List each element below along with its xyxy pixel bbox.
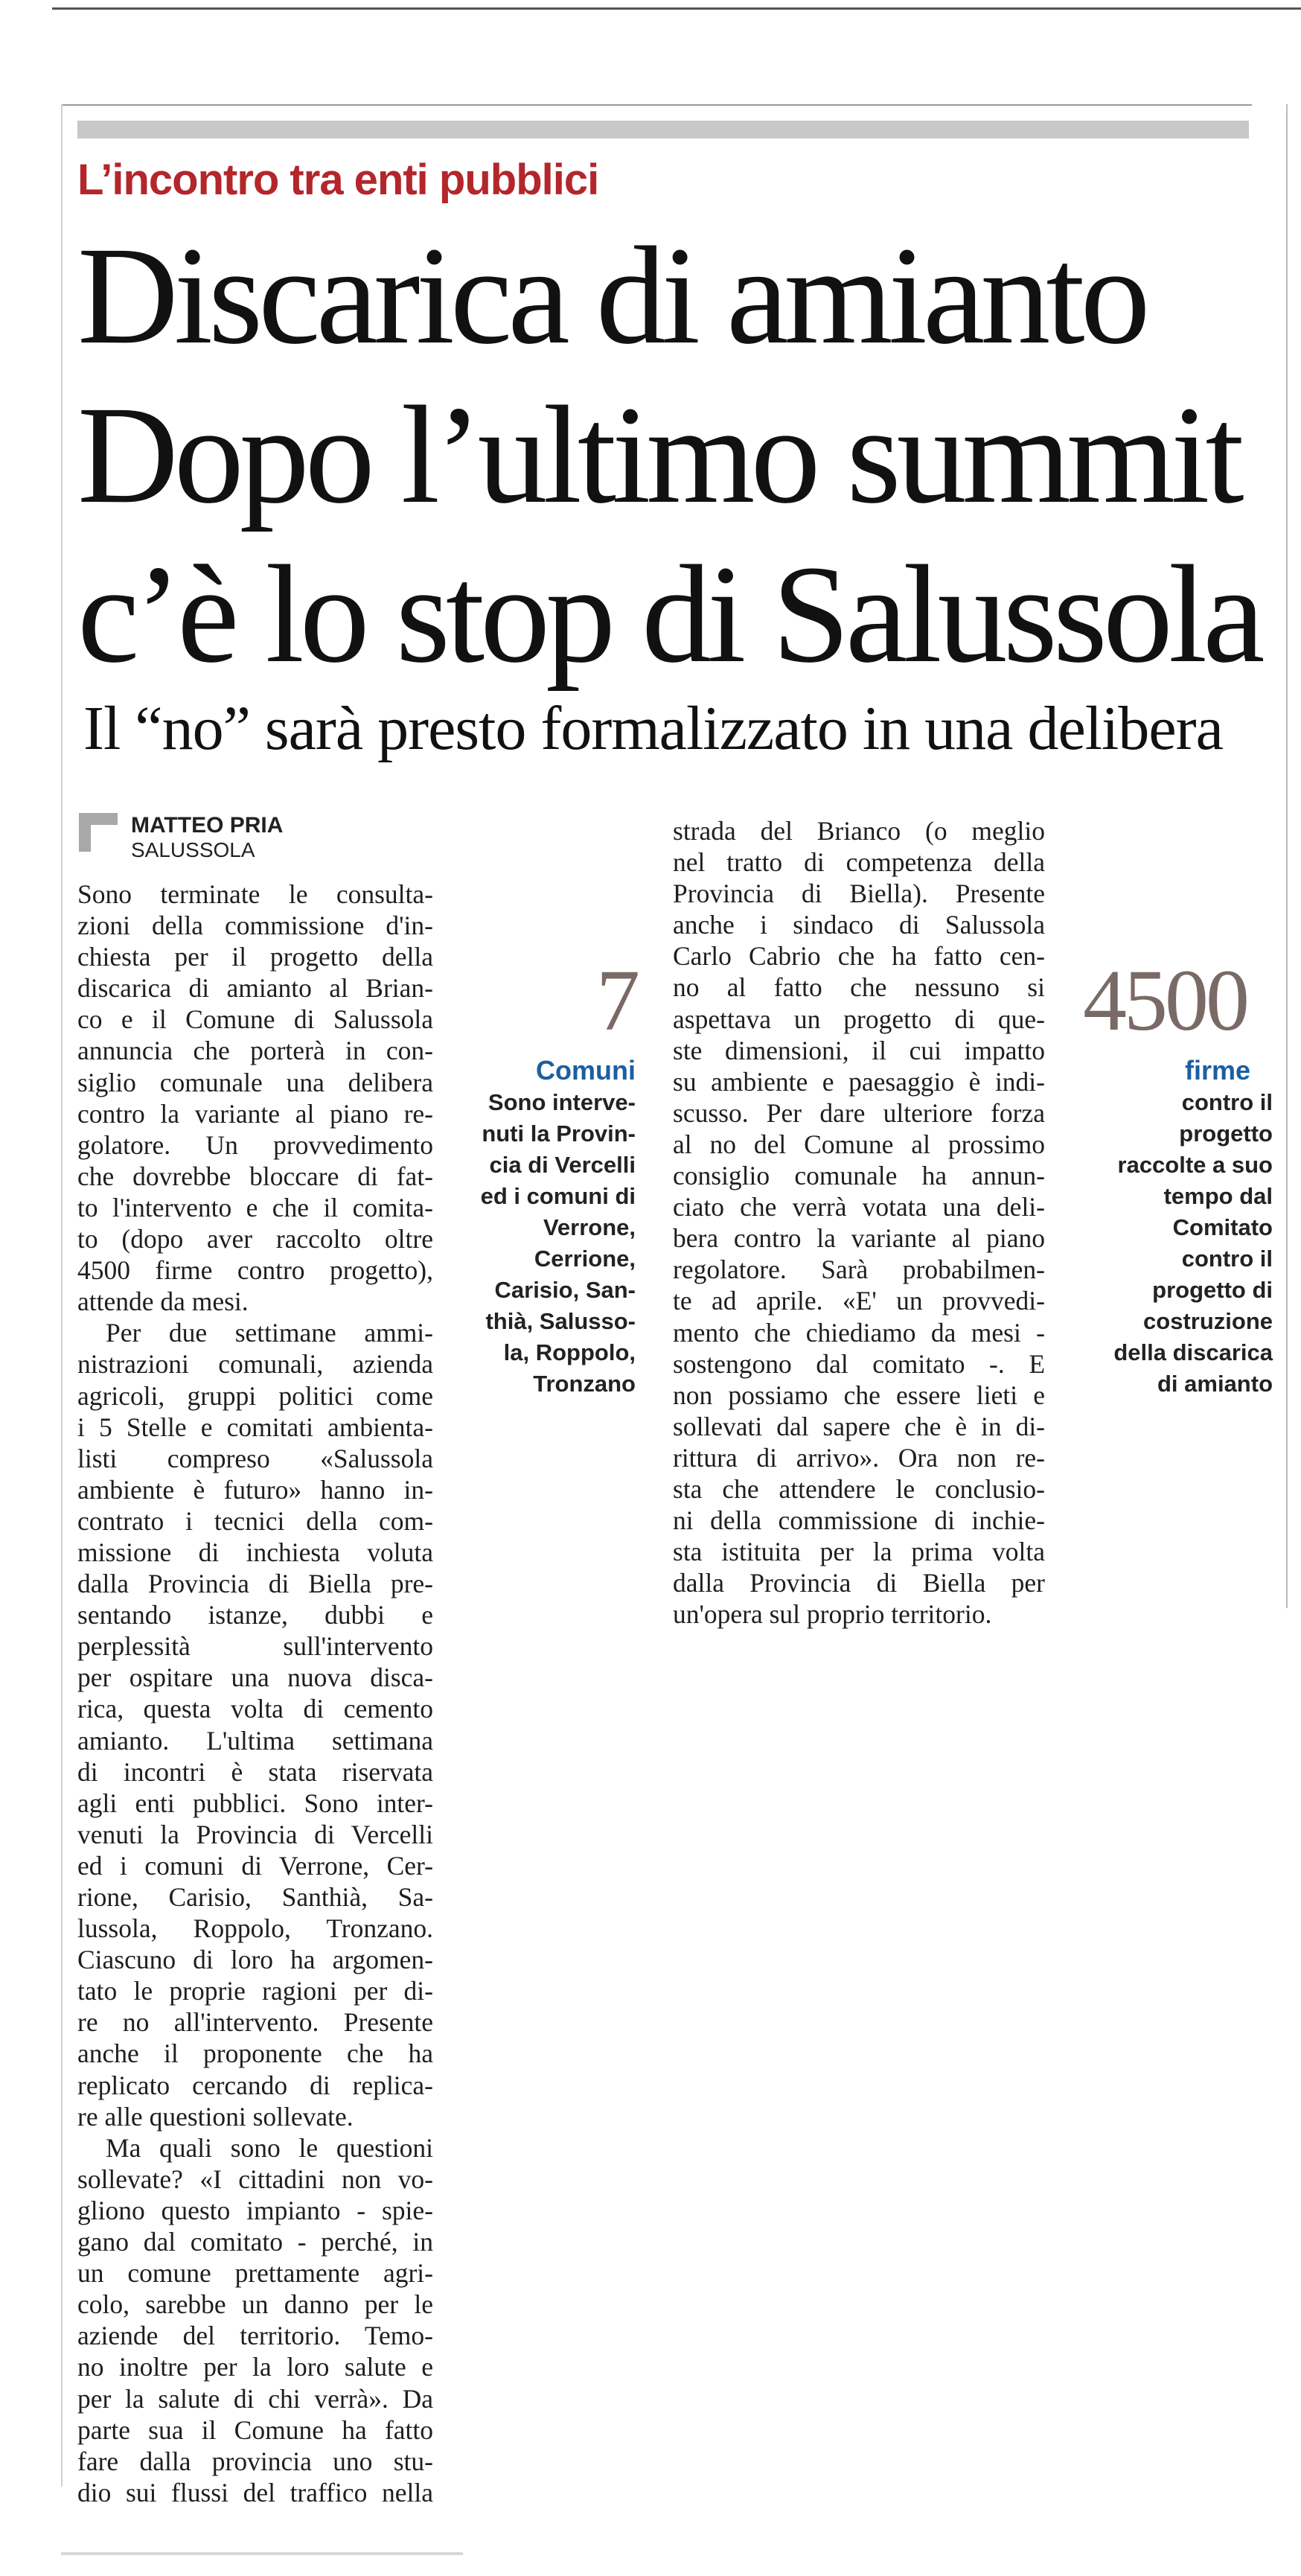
author-location: SALUSSOLA — [131, 838, 255, 861]
author-name: MATTEO PRIA — [131, 813, 284, 838]
body-line: sollevati dal sapere che è in di- — [673, 1411, 1045, 1441]
body-line: rittura di arrivo». Ora non re- — [673, 1442, 1045, 1473]
fact-line: la, Roppolo, — [503, 1339, 636, 1365]
fact-line: contro il — [1181, 1246, 1273, 1272]
body-line: re alle questioni sollevate. — [77, 2101, 354, 2132]
body-line: chiesta per il progetto della — [77, 942, 433, 972]
body-line: ambiente è futuro» hanno in- — [77, 1474, 433, 1505]
body-line: anche il proponente che ha — [77, 2038, 433, 2069]
fact-line: progetto — [1179, 1120, 1273, 1147]
headline — [77, 216, 1268, 694]
body-line: sollevate? «I cittadini non vo- — [77, 2164, 433, 2194]
fact-firme-number: 4500 — [1083, 951, 1247, 1049]
fact-line: Cerrione, — [534, 1246, 636, 1272]
body-line: contrato i tecnici della com- — [77, 1505, 433, 1536]
body-line: scusso. Per dare ulteriore forza — [673, 1097, 1045, 1128]
fact-line: contro il — [1181, 1089, 1273, 1115]
body-line: parte sua il Comune ha fatto — [77, 2414, 433, 2445]
body-line: ciato che verrà votata una deli- — [673, 1192, 1045, 1222]
body-line: rica, questa volta di cemento — [77, 1694, 433, 1724]
fact-comuni-text — [447, 1087, 636, 1400]
kicker: L’incontro tra enti pubblici — [77, 156, 599, 204]
fact-line: costruzione — [1143, 1308, 1273, 1334]
body-line: i 5 Stelle e comitati ambienta- — [77, 1412, 433, 1442]
body-line: ni della commissione di inchie- — [673, 1505, 1045, 1536]
fact-line: raccolte a suo — [1117, 1152, 1273, 1178]
body-line: Ma quali sono le questioni — [106, 2132, 433, 2163]
body-line: ste dimensioni, il cui impatto — [673, 1035, 1045, 1065]
body-line: aspettava un progetto di que- — [673, 1004, 1045, 1034]
box-left-border — [61, 104, 63, 2487]
body-line: zioni della commissione d'in- — [77, 911, 433, 941]
byline-corner-mark — [79, 813, 118, 852]
body-line: sentando istanze, dubbi e — [77, 1600, 433, 1630]
body-line: regolatore. Sarà probabilmen- — [673, 1254, 1045, 1285]
fact-line: progetto di — [1152, 1277, 1273, 1303]
body-line: strada del Brianco (o meglio — [673, 816, 1045, 846]
fact-line: della discarica — [1113, 1339, 1273, 1365]
bottom-frame-line — [61, 2552, 463, 2555]
body-line: rione, Carisio, Santhià, Sa- — [77, 1882, 433, 1912]
body-line: to (dopo aver raccolto oltre — [77, 1224, 433, 1254]
top-frame-line — [52, 7, 1301, 10]
body-line: no inoltre per la loro salute e — [77, 2352, 433, 2382]
body-line: siglio comunale una delibera — [77, 1067, 433, 1097]
body-line: contro la variante al piano re- — [77, 1098, 433, 1129]
body-line: dalla Provincia di Biella pre- — [77, 1569, 433, 1599]
body-line: nel tratto di competenza della — [673, 847, 1045, 878]
body-line: lussola, Roppolo, Tronzano. — [77, 1913, 433, 1944]
fact-line: cia di Vercelli — [489, 1152, 636, 1178]
body-line: gliono questo impianto - spie- — [77, 2195, 433, 2225]
body-line: discarica di amianto al Brian- — [77, 973, 433, 1004]
body-line: annuncia che porterà in con- — [77, 1036, 433, 1066]
body-line: no al fatto che nessuno si — [673, 972, 1045, 1003]
body-line: tato le proprie ragioni per di- — [77, 1976, 433, 2006]
body-line: per la salute di chi verrà». Da — [77, 2383, 433, 2414]
body-line: replicato cercando di replica- — [77, 2070, 433, 2100]
right-column-divider — [1286, 104, 1288, 1608]
fact-comuni-unit: Comuni — [536, 1055, 636, 1085]
body-line: ed i comuni di Verrone, Cer- — [77, 1850, 433, 1881]
body-line: Per due settimane ammi- — [106, 1318, 433, 1348]
body-line: un'opera sul proprio territorio. — [673, 1599, 992, 1630]
body-line: amianto. L'ultima settimana — [77, 1725, 433, 1756]
body-line: Carlo Cabrio che ha fatto cen- — [673, 941, 1045, 972]
headline-line-1: Discarica di amianto — [77, 217, 1146, 373]
body-column-3 — [673, 815, 1045, 1630]
body-line: colo, sarebbe un danno per le — [77, 2289, 433, 2320]
fact-line: di amianto — [1157, 1371, 1273, 1397]
body-line: su ambiente e paesaggio è indi- — [673, 1066, 1045, 1097]
headline-line-3: c’è lo stop di Salussola — [77, 536, 1261, 692]
fact-line: Comitato — [1172, 1214, 1273, 1240]
body-line: bera contro la variante al piano — [673, 1223, 1045, 1254]
body-line: mento che chiediamo da mesi - — [673, 1317, 1045, 1348]
body-line: di incontri è stata riservata — [77, 1756, 433, 1787]
fact-firme-text — [1072, 1087, 1273, 1400]
body-line: missione di inchiesta voluta — [77, 1537, 433, 1567]
body-line: anche i sindaco di Salussola — [673, 910, 1045, 940]
fact-line: nuti la Provin- — [482, 1120, 636, 1147]
body-line: gano dal comitato - perché, in — [77, 2227, 433, 2257]
body-line: te ad aprile. «E' un provvedi- — [673, 1286, 1045, 1316]
fact-line: Verrone, — [543, 1214, 636, 1240]
body-line: sostengono dal comitato -. E — [673, 1348, 1045, 1379]
body-line: Sono terminate le consulta- — [77, 879, 433, 909]
body-line: listi compreso «Salussola — [77, 1443, 433, 1473]
body-line: sta istituita per la prima volta — [673, 1537, 1045, 1567]
body-line: non possiamo che essere lieti e — [673, 1380, 1045, 1410]
fact-comuni-number: 7 — [596, 951, 640, 1049]
body-line: Provincia di Biella). Presente — [673, 879, 1045, 909]
fact-line: ed i comuni di — [480, 1183, 636, 1209]
body-line: co e il Comune di Salussola — [77, 1004, 433, 1035]
body-line: nistrazioni comunali, azienda — [77, 1349, 433, 1380]
body-line: sta che attendere le conclusio- — [673, 1473, 1045, 1504]
fact-line: tempo dal — [1163, 1183, 1273, 1209]
fact-line: Sono interve- — [488, 1089, 636, 1115]
body-line: 4500 firme contro progetto), — [77, 1255, 433, 1286]
body-line: venuti la Provincia di Vercelli — [77, 1819, 433, 1849]
fact-firme-unit: firme — [1184, 1055, 1250, 1085]
body-line: perplessità sull'intervento — [77, 1631, 433, 1662]
body-line: agricoli, gruppi politici come — [77, 1380, 433, 1411]
fact-line: Carisio, San- — [494, 1277, 636, 1303]
body-line: un comune prettamente agri- — [77, 2258, 433, 2289]
body-line: agli enti pubblici. Sono inter- — [77, 1788, 433, 1818]
body-line: re no all'intervento. Presente — [77, 2007, 433, 2038]
body-line: al no del Comune al prossimo — [673, 1129, 1045, 1159]
body-line: consiglio comunale ha annun- — [673, 1161, 1045, 1191]
body-line: aziende del territorio. Temo- — [77, 2321, 433, 2351]
body-line: dio sui flussi del traffico nella — [77, 2477, 433, 2508]
body-line: per ospitare una nuova disca- — [77, 1662, 433, 1693]
header-gray-bar — [77, 121, 1249, 138]
body-line: golatore. Un provvedimento — [77, 1129, 433, 1160]
body-line: Ciascuno di loro ha argomen- — [77, 1945, 433, 1975]
subtitle: Il “no” sarà presto formalizzato in una delibera — [83, 694, 1223, 763]
fact-line: Tronzano — [533, 1371, 636, 1397]
body-line: to l'intervento e che il comita- — [77, 1192, 433, 1222]
body-line: attende da mesi. — [77, 1287, 249, 1317]
fact-line: thià, Salusso- — [485, 1308, 636, 1334]
body-column-1 — [77, 879, 433, 2508]
body-line: fare dalla provincia uno stu- — [77, 2446, 433, 2476]
body-line: che dovrebbe bloccare di fat- — [77, 1161, 433, 1191]
headline-line-2: Dopo l’ultimo summit — [77, 377, 1240, 532]
box-top-border — [61, 104, 1252, 106]
body-line: dalla Provincia di Biella per — [673, 1568, 1045, 1598]
